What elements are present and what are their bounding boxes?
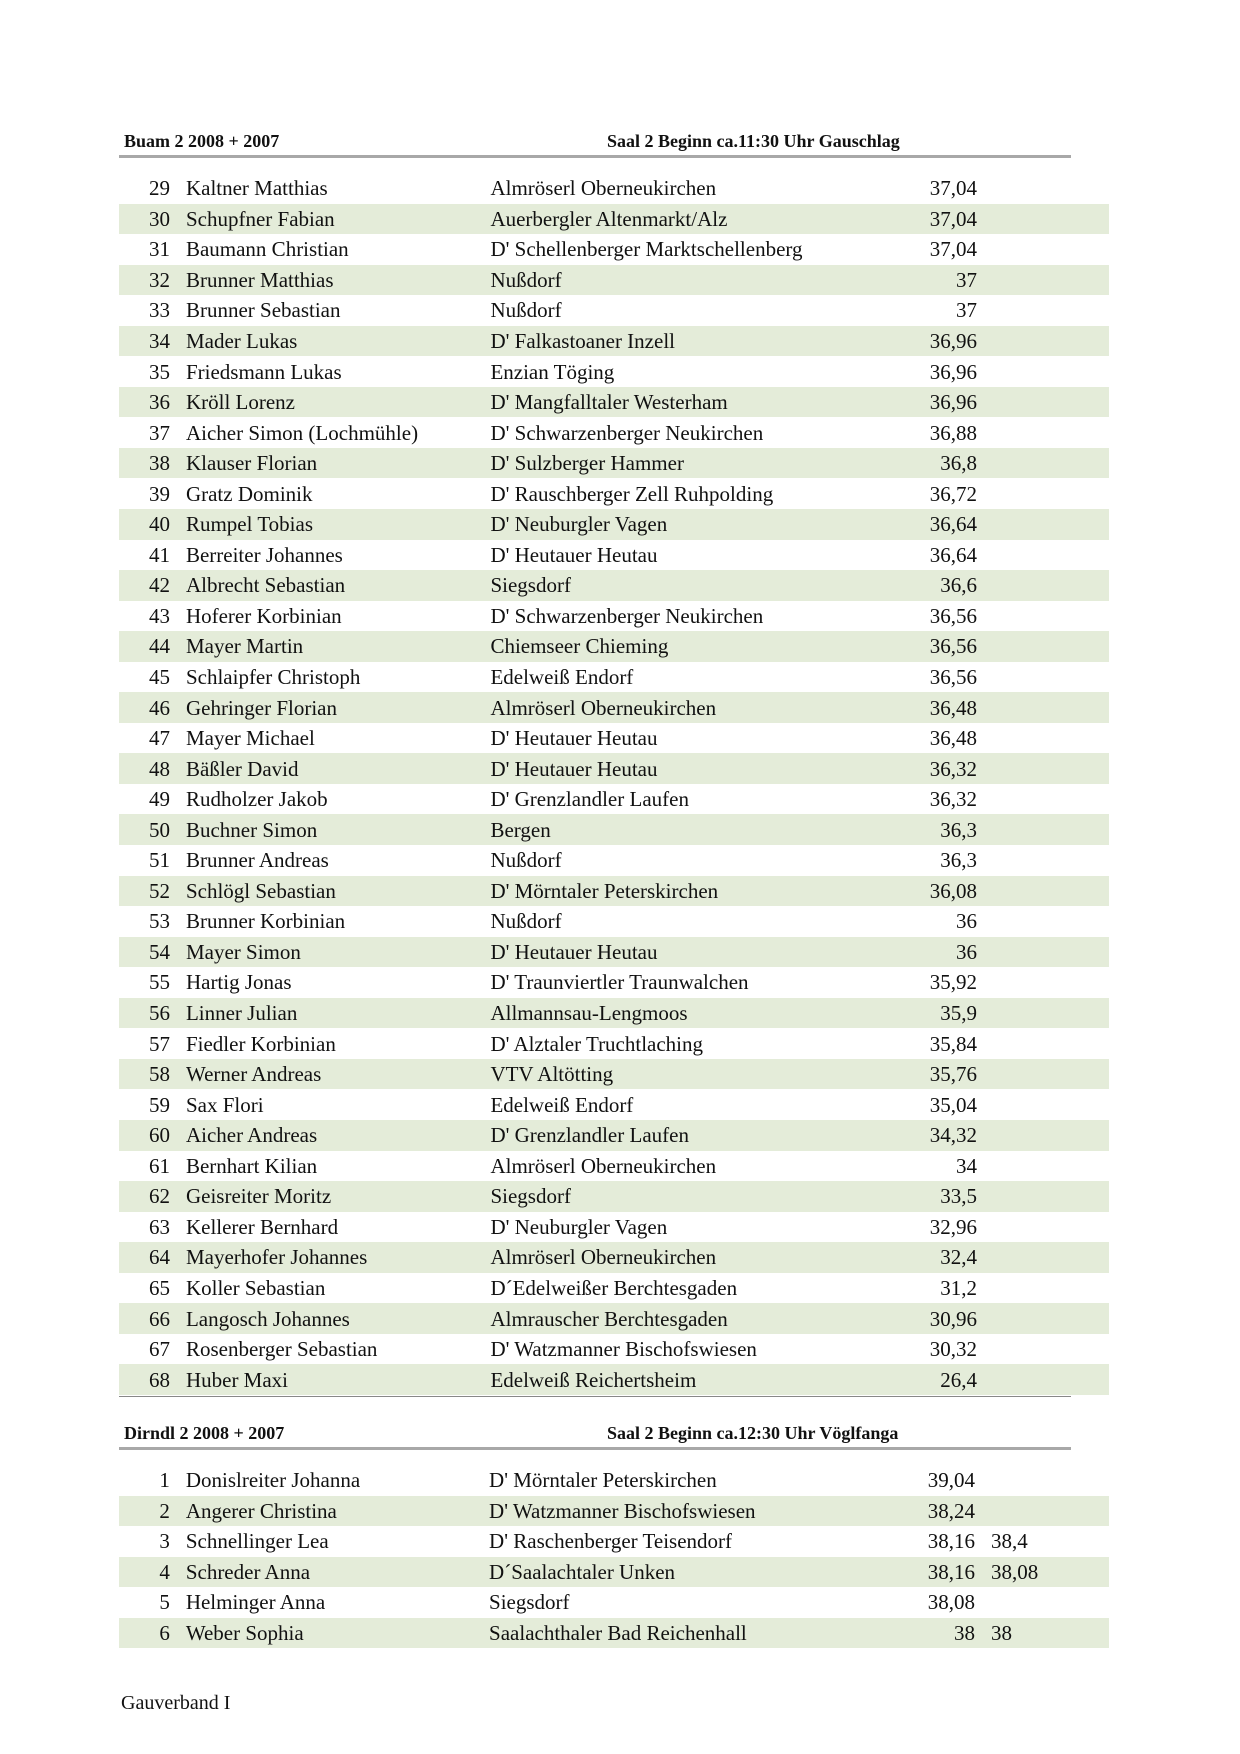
table-row xyxy=(119,753,1109,784)
cell-club: Siegsdorf xyxy=(489,1590,570,1615)
cell-score: 36,32 xyxy=(929,787,977,812)
cell-rank: 65 xyxy=(148,1275,170,1300)
cell-extra xyxy=(977,234,1109,265)
cell-rank: 34 xyxy=(119,326,186,357)
cell-score: 35,9 xyxy=(874,998,977,1029)
cell-club: D´Saalachtaler Unken xyxy=(489,1557,872,1588)
cell-club: D' Mörntaler Peterskirchen xyxy=(489,1468,717,1493)
cell-name: Mayer Martin xyxy=(186,631,490,662)
cell-name: Brunner Sebastian xyxy=(185,298,341,323)
cell-extra xyxy=(977,906,1109,937)
cell-name: Kaltner Matthias xyxy=(185,176,328,201)
cell-score: 36,6 xyxy=(874,570,977,601)
cell-club: D' Traunviertler Traunwalchen xyxy=(490,970,749,995)
table-row xyxy=(119,540,1109,571)
cell-club: Enzian Töging xyxy=(490,359,615,384)
cell-rank: 46 xyxy=(119,692,186,723)
cell-rank: 35 xyxy=(148,359,170,384)
cell-rank: 32 xyxy=(119,265,186,296)
table-row xyxy=(119,998,1109,1029)
header-rule xyxy=(119,1447,1071,1450)
cell-extra xyxy=(977,295,1109,326)
table-row xyxy=(119,1181,1109,1212)
section-schedule: Saal 2 Beginn ca.11:30 Uhr Gauschlag xyxy=(607,131,900,151)
cell-club: Nußdorf xyxy=(490,848,562,873)
cell-extra xyxy=(977,1181,1109,1212)
cell-name: Koller Sebastian xyxy=(185,1275,326,1300)
cell-club: D' Mangfalltaler Westerham xyxy=(490,387,874,418)
section-dirndl xyxy=(119,1421,1109,1645)
table-row xyxy=(119,1303,1109,1334)
cell-name: Brunner Korbinian xyxy=(185,909,346,934)
cell-name: Rudholzer Jakob xyxy=(185,787,328,812)
cell-club: D' Heutauer Heutau xyxy=(490,726,658,751)
cell-club: Almröserl Oberneukirchen xyxy=(490,1242,874,1273)
cell-extra xyxy=(977,540,1109,571)
cell-rank: 41 xyxy=(148,542,170,567)
table-row xyxy=(119,692,1109,723)
cell-name: Friedsmann Lukas xyxy=(185,359,342,384)
cell-club: D' Watzmanner Bischofswiesen xyxy=(489,1496,872,1527)
cell-rank: 37 xyxy=(148,420,170,445)
table-end-rule xyxy=(119,1396,1071,1397)
cell-name: Linner Julian xyxy=(186,998,490,1029)
cell-score: 36,08 xyxy=(874,876,977,907)
table-row xyxy=(119,967,1109,998)
table-row xyxy=(119,1465,1109,1496)
cell-score: 36,32 xyxy=(874,753,977,784)
cell-rank: 61 xyxy=(148,1153,170,1178)
cell-rank: 3 xyxy=(159,1529,170,1554)
table-row xyxy=(119,387,1109,418)
cell-score: 36,48 xyxy=(874,692,977,723)
cell-score: 36,88 xyxy=(929,420,977,445)
table-row xyxy=(119,204,1109,235)
cell-name: Aicher Simon (Lochmühle) xyxy=(185,420,419,445)
cell-rank: 45 xyxy=(148,665,170,690)
cell-name: Mader Lukas xyxy=(186,326,490,357)
cell-extra xyxy=(975,1465,1109,1496)
table-row xyxy=(119,509,1109,540)
cell-extra xyxy=(977,570,1109,601)
table-row xyxy=(119,601,1109,632)
cell-club: D' Watzmanner Bischofswiesen xyxy=(490,1337,757,1362)
cell-extra: 38,08 xyxy=(975,1557,1109,1588)
cell-club: D' Heutauer Heutau xyxy=(490,937,874,968)
section-header xyxy=(119,1421,1109,1447)
table-row xyxy=(119,173,1109,204)
cell-rank: 55 xyxy=(148,970,170,995)
cell-name: Bernhart Kilian xyxy=(185,1153,318,1178)
cell-name: Mayer Simon xyxy=(186,937,490,968)
cell-rank: 50 xyxy=(119,814,186,845)
cell-score: 36 xyxy=(956,909,977,934)
cell-club: Siegsdorf xyxy=(490,570,874,601)
cell-score: 37,04 xyxy=(874,204,977,235)
cell-name: Gratz Dominik xyxy=(185,481,313,506)
cell-score: 32,96 xyxy=(929,1214,977,1239)
cell-name: Hartig Jonas xyxy=(185,970,292,995)
cell-extra xyxy=(977,204,1109,235)
cell-rank: 6 xyxy=(119,1618,186,1649)
cell-extra xyxy=(977,1120,1109,1151)
cell-club: Almröserl Oberneukirchen xyxy=(490,176,717,201)
results-table xyxy=(119,173,1109,1395)
cell-name: Schreder Anna xyxy=(186,1557,489,1588)
cell-rank: 68 xyxy=(119,1364,186,1395)
cell-club: D' Grenzlandler Laufen xyxy=(490,787,689,812)
cell-extra xyxy=(977,1212,1109,1243)
cell-name: Buchner Simon xyxy=(186,814,490,845)
cell-extra xyxy=(977,937,1109,968)
cell-score: 36,96 xyxy=(874,326,977,357)
cell-club: Saalachthaler Bad Reichenhall xyxy=(489,1618,872,1649)
table-row xyxy=(119,1364,1109,1395)
cell-extra xyxy=(977,1089,1109,1120)
cell-rank: 33 xyxy=(148,298,170,323)
cell-rank: 52 xyxy=(119,876,186,907)
cell-name: Huber Maxi xyxy=(186,1364,490,1395)
cell-rank: 67 xyxy=(148,1337,170,1362)
cell-name: Mayer Michael xyxy=(185,726,315,751)
cell-name: Weber Sophia xyxy=(186,1618,489,1649)
table-row xyxy=(119,1618,1109,1649)
cell-rank: 53 xyxy=(148,909,170,934)
cell-extra xyxy=(977,601,1109,632)
cell-score: 34,32 xyxy=(874,1120,977,1151)
cell-extra: 38,4 xyxy=(991,1529,1028,1554)
table-row xyxy=(119,1496,1109,1527)
cell-extra xyxy=(977,356,1109,387)
cell-extra xyxy=(975,1496,1109,1527)
cell-rank: 48 xyxy=(119,753,186,784)
cell-rank: 63 xyxy=(148,1214,170,1239)
cell-extra xyxy=(977,753,1109,784)
cell-score: 38 xyxy=(872,1618,975,1649)
cell-extra xyxy=(977,998,1109,1029)
cell-score: 36,64 xyxy=(874,509,977,540)
cell-name: Fiedler Korbinian xyxy=(185,1031,336,1056)
table-row xyxy=(119,1526,1109,1557)
cell-score: 36,64 xyxy=(929,542,977,567)
cell-score: 35,76 xyxy=(874,1059,977,1090)
cell-rank: 62 xyxy=(119,1181,186,1212)
cell-club: Chiemseer Chieming xyxy=(490,631,874,662)
cell-extra xyxy=(977,1028,1109,1059)
cell-extra xyxy=(977,631,1109,662)
table-row xyxy=(119,1273,1109,1304)
cell-club: D' Mörntaler Peterskirchen xyxy=(490,876,874,907)
table-row xyxy=(119,234,1109,265)
cell-name: Kröll Lorenz xyxy=(186,387,490,418)
cell-score: 32,4 xyxy=(874,1242,977,1273)
cell-rank: 44 xyxy=(119,631,186,662)
table-row xyxy=(119,478,1109,509)
table-row xyxy=(119,1059,1109,1090)
cell-name: Schlaipfer Christoph xyxy=(185,665,361,690)
cell-score: 37 xyxy=(874,265,977,296)
cell-club: D' Rauschberger Zell Ruhpolding xyxy=(490,481,774,506)
cell-name: Sax Flori xyxy=(185,1092,264,1117)
cell-rank: 60 xyxy=(119,1120,186,1151)
cell-rank: 59 xyxy=(148,1092,170,1117)
cell-score: 31,2 xyxy=(940,1275,977,1300)
cell-extra xyxy=(977,723,1109,754)
cell-score: 37,04 xyxy=(929,176,977,201)
table-row xyxy=(119,845,1109,876)
cell-rank: 42 xyxy=(119,570,186,601)
cell-name: Albrecht Sebastian xyxy=(186,570,490,601)
cell-score: 36,8 xyxy=(874,448,977,479)
table-row xyxy=(119,326,1109,357)
cell-name: Kellerer Bernhard xyxy=(185,1214,339,1239)
cell-club: Nußdorf xyxy=(490,265,874,296)
page-footer: Gauverband I xyxy=(121,1692,231,1714)
cell-score: 30,32 xyxy=(929,1337,977,1362)
cell-club: D´Edelweißer Berchtesgaden xyxy=(490,1275,738,1300)
cell-rank: 56 xyxy=(119,998,186,1029)
cell-score: 36 xyxy=(874,937,977,968)
cell-extra xyxy=(977,1151,1109,1182)
cell-rank: 58 xyxy=(119,1059,186,1090)
cell-rank: 4 xyxy=(119,1557,186,1588)
results-body xyxy=(119,1465,1109,1648)
cell-club: D' Alztaler Truchtlaching xyxy=(490,1031,704,1056)
table-row xyxy=(119,662,1109,693)
cell-name: Hoferer Korbinian xyxy=(185,603,342,628)
cell-extra xyxy=(977,967,1109,998)
cell-score: 36,3 xyxy=(874,814,977,845)
cell-rank: 5 xyxy=(159,1590,170,1615)
cell-name: Rosenberger Sebastian xyxy=(185,1337,378,1362)
cell-name: Angerer Christina xyxy=(186,1496,489,1527)
cell-name: Rumpel Tobias xyxy=(186,509,490,540)
cell-rank: 29 xyxy=(148,176,170,201)
cell-score: 26,4 xyxy=(874,1364,977,1395)
table-row xyxy=(119,631,1109,662)
cell-extra xyxy=(977,692,1109,723)
results-table xyxy=(119,1465,1109,1648)
cell-name: Helminger Anna xyxy=(185,1590,326,1615)
cell-name: Werner Andreas xyxy=(186,1059,490,1090)
cell-rank: 43 xyxy=(148,603,170,628)
cell-club: Almröserl Oberneukirchen xyxy=(490,1153,717,1178)
section-title: Buam 2 2008 + 2007 xyxy=(124,131,280,151)
cell-name: Geisreiter Moritz xyxy=(186,1181,490,1212)
cell-name: Baumann Christian xyxy=(185,237,349,262)
cell-extra xyxy=(977,1273,1109,1304)
cell-score: 39,04 xyxy=(927,1468,976,1493)
cell-club: D' Schellenberger Marktschellenberg xyxy=(490,237,803,262)
cell-extra xyxy=(977,784,1109,815)
cell-extra xyxy=(977,876,1109,907)
cell-rank: 39 xyxy=(148,481,170,506)
cell-club: D' Schwarzenberger Neukirchen xyxy=(490,603,764,628)
cell-rank: 64 xyxy=(119,1242,186,1273)
results-body xyxy=(119,173,1109,1395)
cell-rank: 54 xyxy=(119,937,186,968)
cell-club: D' Heutauer Heutau xyxy=(490,753,874,784)
cell-club: D' Grenzlandler Laufen xyxy=(490,1120,874,1151)
cell-score: 38,08 xyxy=(927,1590,976,1615)
cell-score: 35,92 xyxy=(929,970,977,995)
cell-score: 36,56 xyxy=(929,603,977,628)
table-row xyxy=(119,876,1109,907)
cell-club: Bergen xyxy=(490,814,874,845)
cell-extra xyxy=(977,387,1109,418)
table-row xyxy=(119,1587,1109,1618)
cell-club: Nußdorf xyxy=(490,298,562,323)
cell-extra xyxy=(977,448,1109,479)
cell-club: D' Sulzberger Hammer xyxy=(490,448,874,479)
cell-rank: 1 xyxy=(159,1468,170,1493)
cell-rank: 38 xyxy=(119,448,186,479)
table-row xyxy=(119,1212,1109,1243)
cell-score: 36,96 xyxy=(874,387,977,418)
cell-club: D' Falkastoaner Inzell xyxy=(490,326,874,357)
cell-club: Almrauscher Berchtesgaden xyxy=(490,1303,874,1334)
table-row xyxy=(119,1028,1109,1059)
cell-club: D' Neuburgler Vagen xyxy=(490,509,874,540)
cell-club: Siegsdorf xyxy=(490,1181,874,1212)
cell-name: Langosch Johannes xyxy=(186,1303,490,1334)
table-row xyxy=(119,937,1109,968)
cell-extra xyxy=(977,1242,1109,1273)
cell-name: Schupfner Fabian xyxy=(186,204,490,235)
cell-score: 36,56 xyxy=(929,665,977,690)
table-row xyxy=(119,1151,1109,1182)
cell-rank: 2 xyxy=(119,1496,186,1527)
cell-rank: 49 xyxy=(148,787,170,812)
cell-club: Allmannsau-Lengmoos xyxy=(490,998,874,1029)
cell-score: 37,04 xyxy=(929,237,977,262)
cell-club: Edelweiß Reichertsheim xyxy=(490,1364,874,1395)
cell-score: 38,16 xyxy=(872,1557,975,1588)
cell-club: Edelweiß Endorf xyxy=(490,665,634,690)
cell-score: 30,96 xyxy=(874,1303,977,1334)
cell-rank: 57 xyxy=(148,1031,170,1056)
table-row xyxy=(119,1120,1109,1151)
cell-extra xyxy=(977,662,1109,693)
cell-extra xyxy=(977,1059,1109,1090)
table-row xyxy=(119,814,1109,845)
cell-extra xyxy=(977,417,1109,448)
cell-extra xyxy=(977,845,1109,876)
section-title: Dirndl 2 2008 + 2007 xyxy=(124,1423,285,1443)
cell-extra xyxy=(977,1334,1109,1365)
cell-name: Schlögl Sebastian xyxy=(186,876,490,907)
cell-score: 35,84 xyxy=(929,1031,977,1056)
cell-club: D' Heutauer Heutau xyxy=(490,542,658,567)
cell-score: 38,24 xyxy=(872,1496,975,1527)
cell-club: D' Schwarzenberger Neukirchen xyxy=(490,420,764,445)
table-row xyxy=(119,1089,1109,1120)
table-row xyxy=(119,784,1109,815)
cell-rank: 51 xyxy=(148,848,170,873)
table-row xyxy=(119,295,1109,326)
cell-extra xyxy=(977,509,1109,540)
cell-name: Aicher Andreas xyxy=(186,1120,490,1151)
table-row xyxy=(119,723,1109,754)
cell-name: Gehringer Florian xyxy=(186,692,490,723)
cell-extra xyxy=(977,478,1109,509)
cell-rank: 30 xyxy=(119,204,186,235)
section-buam xyxy=(119,129,1109,1392)
cell-name: Donislreiter Johanna xyxy=(185,1468,361,1493)
cell-club: Almröserl Oberneukirchen xyxy=(490,692,874,723)
cell-extra xyxy=(975,1587,1109,1618)
header-rule xyxy=(119,155,1071,158)
cell-name: Berreiter Johannes xyxy=(185,542,343,567)
cell-rank: 47 xyxy=(148,726,170,751)
cell-extra xyxy=(977,173,1109,204)
cell-club: D' Raschenberger Teisendorf xyxy=(489,1529,733,1554)
cell-extra xyxy=(977,1364,1109,1395)
cell-extra xyxy=(977,265,1109,296)
cell-club: D' Neuburgler Vagen xyxy=(490,1214,668,1239)
cell-score: 34 xyxy=(956,1153,977,1178)
cell-extra xyxy=(977,1303,1109,1334)
cell-score: 36,3 xyxy=(940,848,977,873)
cell-rank: 36 xyxy=(119,387,186,418)
cell-name: Brunner Andreas xyxy=(185,848,329,873)
cell-name: Schnellinger Lea xyxy=(185,1529,329,1554)
cell-rank: 40 xyxy=(119,509,186,540)
cell-club: Auerbergler Altenmarkt/Alz xyxy=(490,204,874,235)
cell-score: 36,96 xyxy=(929,359,977,384)
table-row xyxy=(119,448,1109,479)
cell-score: 35,04 xyxy=(929,1092,977,1117)
cell-name: Klauser Florian xyxy=(186,448,490,479)
cell-club: Nußdorf xyxy=(490,909,562,934)
table-row xyxy=(119,1334,1109,1365)
cell-name: Mayerhofer Johannes xyxy=(186,1242,490,1273)
cell-club: VTV Altötting xyxy=(490,1059,874,1090)
cell-extra xyxy=(977,326,1109,357)
table-row xyxy=(119,570,1109,601)
section-schedule: Saal 2 Beginn ca.12:30 Uhr Vöglfanga xyxy=(607,1423,899,1443)
cell-rank: 66 xyxy=(119,1303,186,1334)
cell-score: 37 xyxy=(956,298,977,323)
cell-extra xyxy=(977,814,1109,845)
cell-score: 38,16 xyxy=(927,1529,976,1554)
cell-name: Brunner Matthias xyxy=(186,265,490,296)
section-header xyxy=(119,129,1109,155)
cell-score: 36,72 xyxy=(929,481,977,506)
table-row xyxy=(119,356,1109,387)
table-row xyxy=(119,265,1109,296)
cell-score: 33,5 xyxy=(874,1181,977,1212)
cell-score: 36,48 xyxy=(929,726,977,751)
cell-score: 36,56 xyxy=(874,631,977,662)
table-row xyxy=(119,1242,1109,1273)
cell-rank: 31 xyxy=(148,237,170,262)
cell-extra: 38 xyxy=(975,1618,1109,1649)
cell-name: Bäßler David xyxy=(186,753,490,784)
table-row xyxy=(119,417,1109,448)
table-row xyxy=(119,1557,1109,1588)
cell-club: Edelweiß Endorf xyxy=(490,1092,634,1117)
table-row xyxy=(119,906,1109,937)
